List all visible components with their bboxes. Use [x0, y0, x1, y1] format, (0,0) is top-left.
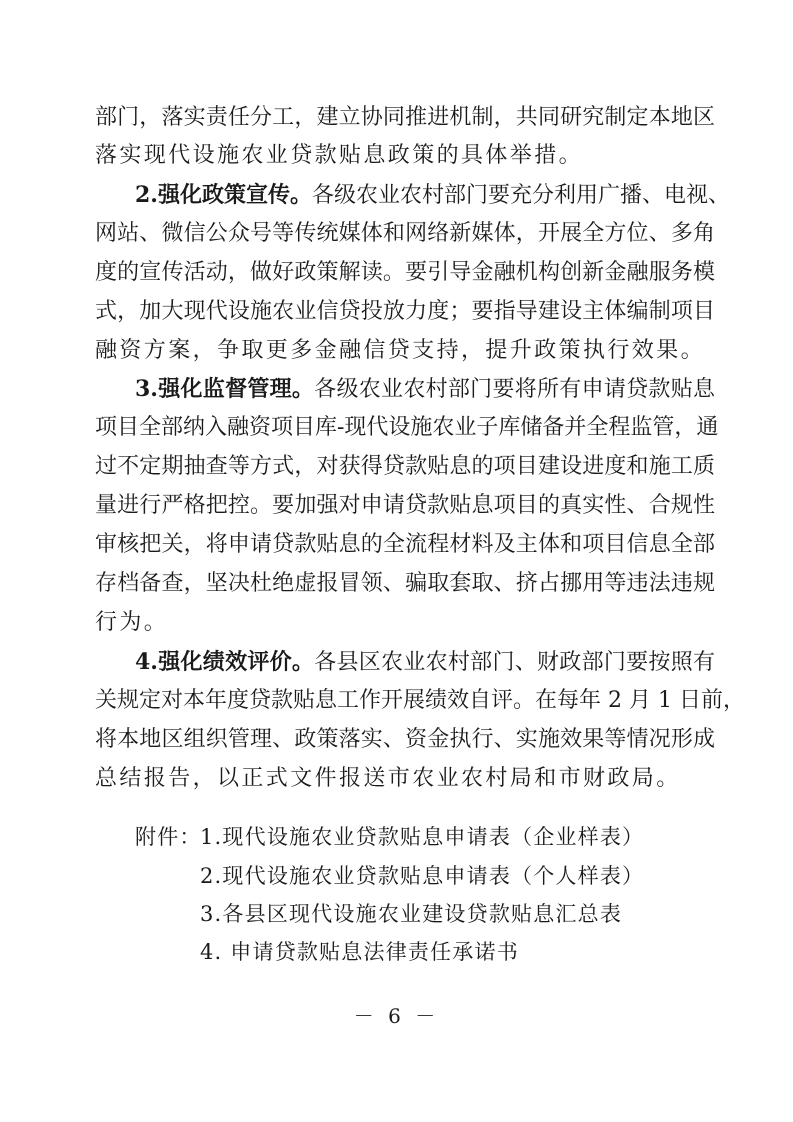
paragraph-2-line-5: 融资方案，争取更多金融信贷支持，提升政策执行效果。	[95, 338, 706, 363]
paragraph-1-line-2: 落实现代设施农业贷款贴息政策的具体举措。	[95, 143, 584, 168]
paragraph-4-heading: 4.强化绩效评价。	[135, 649, 315, 675]
paragraph-1-line-1: 部门，落实责任分工，建立协同推进机制，共同研究制定本地区	[95, 105, 715, 130]
paragraph-2-line-4: 式，加大现代设施农业信贷投放力度；要指导建设主体编制项目	[95, 299, 715, 324]
paragraph-3-line-5: 审核把关，将申请贷款贴息的全流程材料及主体和项目信息全部	[95, 532, 715, 557]
paragraph-3-line-7: 行为。	[95, 610, 169, 635]
paragraph-3-heading: 3.强化监督管理。	[135, 376, 315, 402]
attachment-item-4: 4. 申请贷款贴息法律责任承诺书	[200, 940, 519, 964]
paragraph-3-first-text: 各级农业农村部门要将所有申请贷款贴息	[314, 377, 715, 402]
page-number: － 6 －	[353, 1004, 440, 1028]
attachment-item-2: 2.现代设施农业贷款贴息申请表（个人样表）	[200, 864, 645, 888]
paragraph-3-line-3: 过不定期抽查等方式，对获得贷款贴息的项目建设进度和施工质	[95, 454, 715, 479]
paragraph-3-line-2: 项目全部纳入融资项目库-现代设施农业子库储备并全程监管，通	[95, 415, 719, 440]
attachments-label: 附件：	[135, 825, 202, 849]
paragraph-4-line-2: 关规定对本年度贷款贴息工作开展绩效自评。在每年 2 月 1 日前，	[95, 688, 745, 713]
paragraph-2-line-2: 网站、微信公众号等传统媒体和网络新媒体，开展全方位、多角	[95, 221, 715, 246]
paragraph-2-heading: 2.强化政策宣传。	[135, 182, 312, 208]
paragraph-2-first-line	[135, 180, 730, 211]
paragraph-3-line-4: 量进行严格把控。要加强对申请贷款贴息项目的真实性、合规性	[95, 493, 715, 518]
paragraph-4-line-3: 将本地区组织管理、政策落实、资金执行、实施效果等情况形成	[95, 727, 715, 752]
paragraph-3-first-line	[135, 374, 715, 405]
paragraph-4-first-text: 各县区农业农村部门、财政部门要按照有	[314, 650, 715, 675]
attachment-item-3: 3.各县区现代设施农业建设贷款贴息汇总表	[200, 902, 623, 926]
paragraph-4-first-line	[135, 647, 715, 678]
attachment-item-1: 1.现代设施农业贷款贴息申请表（企业样表）	[200, 825, 645, 849]
paragraph-4-line-4: 总结报告，以正式文件报送市农业农村局和市财政局。	[95, 766, 681, 791]
paragraph-2-line-3: 度的宣传活动，做好政策解读。要引导金融机构创新金融服务模	[95, 260, 715, 285]
paragraph-3-line-6: 存档备查，坚决杜绝虚报冒领、骗取套取、挤占挪用等违法违规	[95, 571, 715, 596]
paragraph-2-first-text: 各级农业农村部门要充分利用广播、电视、	[311, 183, 730, 208]
